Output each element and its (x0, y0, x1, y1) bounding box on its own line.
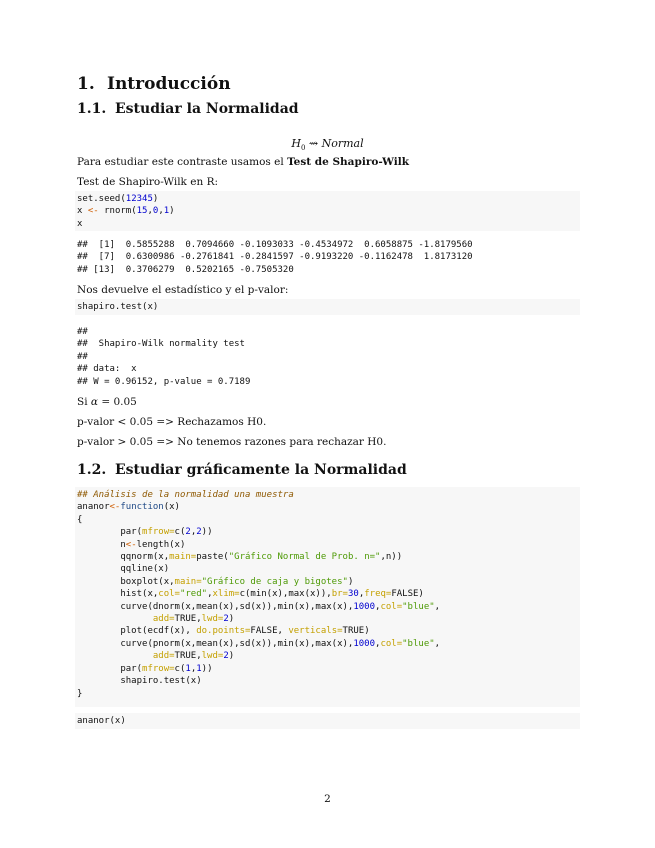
output-line: ## [13] 0.3706279 0.5202165 -0.7505320 (77, 264, 294, 275)
hypothesis-formula (0, 137, 655, 152)
code-line: plot(ecdf(x), do.points=FALSE, verticals=TRUE) (77, 626, 370, 637)
hypothesis-symbol: H (291, 137, 301, 150)
code-line: qqnorm(x,main=paste("Gráfico Normal de Prob. n=",n)) (77, 552, 403, 563)
code-line: x <- rnorm(15,0,1) (77, 206, 175, 217)
output-line: ## Shapiro-Wilk normality test (77, 339, 245, 350)
alpha-prefix: Si (77, 396, 91, 408)
code-line: hist(x,col="red",xlim=c(min(x),max(x)),br=30,freq=FALSE) (77, 589, 424, 600)
paragraph-returns: Nos devuelve el estadístico y el p-valor: (77, 284, 289, 296)
code-block-seed (75, 191, 580, 231)
paragraph-intro-bold: Test de Shapiro-Wilk (287, 156, 409, 168)
section-number: 1. (77, 74, 95, 94)
subsection-heading-normality (77, 101, 299, 117)
paragraph-no-reject: p-valor > 0.05 => No tenemos razones para rechazar H0. (77, 436, 387, 448)
code-line: add=TRUE,lwd=2) (152, 651, 235, 662)
code-line: boxplot(x,main="Gráfico de caja y bigotes") (77, 576, 354, 587)
output-block-shapiro (77, 326, 250, 388)
hypothesis-distribution: Normal (321, 137, 364, 150)
code-line: shapiro.test(x) (77, 676, 202, 687)
code-line: curve(dnorm(x,mean(x),sd(x)),min(x),max(x),1000,col="blue", (77, 601, 441, 612)
code-line: x (77, 218, 83, 229)
page-number: 2 (324, 793, 331, 805)
paragraph-intro (77, 156, 409, 168)
section-heading (77, 74, 231, 94)
code-block-call (75, 713, 580, 729)
code-block-shapiro (75, 299, 580, 315)
paragraph-reject: p-valor < 0.05 => Rechazamos H0. (77, 416, 267, 428)
code-line: set.seed(12345) (77, 194, 159, 204)
subsection-title: Estudiar gráficamente la Normalidad (115, 462, 407, 478)
output-line: ## [7] 0.6300986 -0.2761841 -0.2841597 -0.9193220 -0.1162478 1.8173120 (77, 252, 473, 263)
alpha-symbol: α (90, 396, 98, 408)
subsection-heading-graphical (77, 462, 407, 478)
paragraph-intro-text: Para estudiar este contraste usamos el (77, 156, 288, 168)
code-seed-lines (75, 191, 580, 232)
code-line: ananor<-function(x) (77, 502, 180, 513)
output-line: ## (77, 327, 88, 337)
code-line: qqline(x) (77, 564, 170, 575)
output-line: ## data: x (77, 364, 137, 375)
code-line: par(mfrow=c(2,2)) (77, 527, 213, 538)
code-line: shapiro.test(x) (77, 302, 159, 312)
paragraph-shapiro-r: Test de Shapiro-Wilk en R: (77, 176, 219, 188)
code-line: curve(pnorm(x,mean(x),sd(x)),min(x),max(x),1000,col="blue", (77, 638, 441, 649)
output-line: ## [1] 0.5855288 0.7094660 -0.1093033 -0.4534972 0.6058875 -1.8179560 (77, 240, 473, 250)
code-block-ananor (75, 487, 580, 707)
code-line: } (77, 688, 83, 699)
subsection-number: 1.1. (77, 101, 107, 117)
code-line: { (77, 514, 83, 525)
code-line: n<-length(x) (77, 539, 186, 550)
code-ananor-lines (75, 487, 580, 702)
code-line: add=TRUE,lwd=2) (152, 614, 235, 625)
output-line: ## W = 0.96152, p-value = 0.7189 (77, 376, 251, 387)
hypothesis-arrow: ⇝ (305, 137, 322, 150)
alpha-value: = 0.05 (97, 396, 137, 408)
output-line: ## (77, 351, 88, 362)
paragraph-alpha (77, 396, 137, 408)
hypothesis-subscript: 0 (300, 144, 306, 153)
section-title: Introducción (107, 74, 231, 94)
subsection-title: Estudiar la Normalidad (115, 101, 299, 117)
code-line: ananor(x) (77, 716, 126, 726)
subsection-number: 1.2. (77, 462, 107, 478)
code-comment: ## Análisis de la normalidad una muestra (77, 490, 294, 500)
code-line: par(mfrow=c(1,1)) (77, 663, 213, 674)
output-block-values (77, 239, 473, 276)
